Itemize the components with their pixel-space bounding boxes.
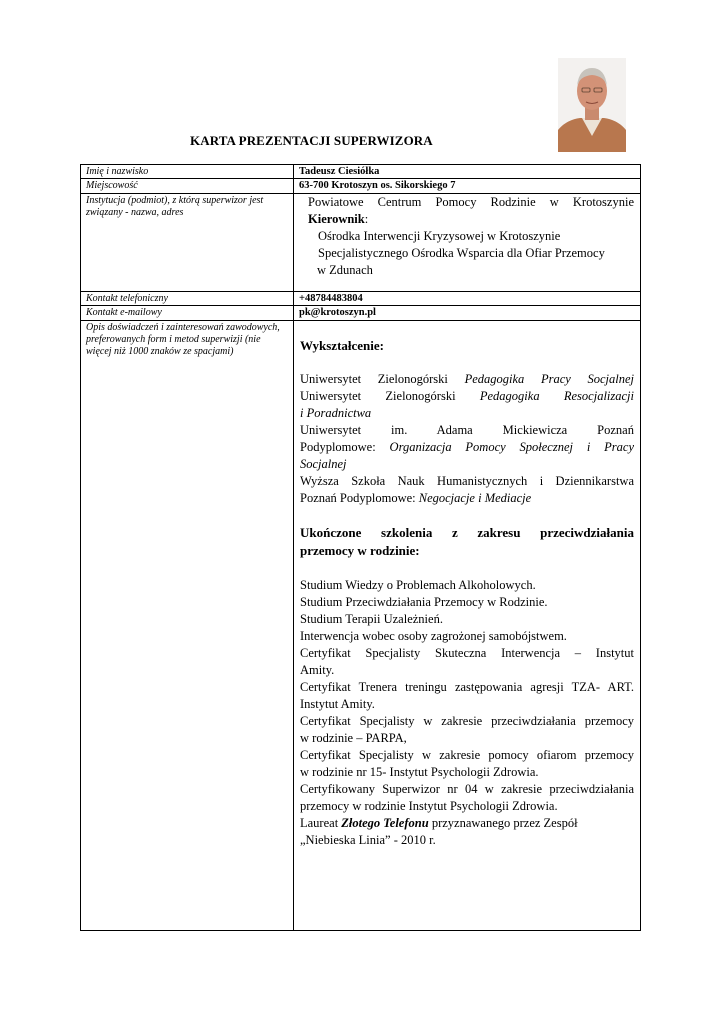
role-title: Kierownik	[308, 212, 365, 226]
description-value	[300, 337, 634, 849]
training-item: Amity.	[300, 663, 335, 677]
row-divider	[81, 178, 640, 179]
role-colon: :	[364, 212, 369, 226]
phone-label: Kontakt telefoniczny	[86, 293, 168, 304]
supervisor-card-table	[80, 164, 641, 931]
education-line: Uniwersytet im. Adama Mickiewicza Poznań	[300, 423, 634, 437]
email-value: pk@krotoszyn.pl	[299, 307, 376, 318]
study-program: Negocjacje i Mediacje	[418, 491, 532, 505]
row-divider	[81, 291, 640, 292]
institution-line: Powiatowe Centrum Pomocy Rodzinie w Krotoszynie	[308, 195, 634, 209]
education-line	[300, 388, 634, 405]
program-type: Poznań Podyplomowe:	[300, 491, 419, 505]
row-divider	[81, 320, 640, 321]
training-heading: przemocy w rodzinie:	[300, 543, 420, 558]
training-item: przemocy w rodzinie Instytut Psychologii Zdrowia.	[300, 799, 558, 813]
study-program: Socjalnej	[300, 457, 347, 471]
institution-label: Instytucja (podmiot), z którą superwizor jest związany - nazwa, adres	[86, 195, 264, 218]
award-prefix: Laureat	[300, 816, 342, 830]
city-label: Miejscowość	[86, 180, 138, 191]
study-program: i Poradnictwa	[300, 406, 372, 420]
city-value: 63-700 Krotoszyn os. Sikorskiego 7	[299, 180, 456, 191]
education-line	[300, 371, 634, 388]
university-name: Uniwersytet Zielonogórski	[300, 389, 480, 403]
training-item: „Niebieska Linia” - 2010 r.	[300, 833, 436, 847]
email-label: Kontakt e-mailowy	[86, 307, 162, 318]
education-line	[300, 439, 634, 456]
training-item: Instytut Amity.	[300, 697, 375, 711]
training-item: w rodzinie nr 15- Instytut Psychologii Zdrowia.	[300, 765, 539, 779]
training-item: Certyfikat Specjalisty w zakresie pomocy ofiarom przemocy	[300, 748, 634, 762]
training-item: Certyfikat Trenera treningu zastępowania agresji TZA- ART.	[300, 680, 634, 694]
institution-line: Ośrodka Interwencji Kryzysowej w Krotoszynie	[318, 229, 561, 243]
institution-value	[308, 194, 634, 279]
institution-line	[308, 211, 634, 228]
training-item: Studium Wiedzy o Problemach Alkoholowych.	[300, 578, 536, 592]
page-title: KARTA PREZENTACJI SUPERWIZORA	[190, 133, 433, 148]
training-item: Certyfikat Specjalisty Skuteczna Interwencja – Instytut	[300, 646, 634, 660]
institution-line: Specjalistycznego Ośrodka Wsparcia dla Ofiar Przemocy	[318, 246, 605, 260]
program-type: Podyplomowe:	[300, 440, 390, 454]
study-program: Pedagogika Resocjalizacji	[479, 389, 634, 403]
education-heading: Wykształcenie:	[300, 338, 384, 353]
education-line	[300, 490, 634, 507]
education-line	[300, 456, 634, 473]
portrait-photo	[558, 58, 626, 152]
training-heading: Ukończone szkolenia z zakresu przeciwdziałania	[300, 525, 634, 540]
name-value: Tadeusz Ciesiółka	[299, 166, 380, 177]
row-divider	[81, 305, 640, 306]
institution-line: w Zdunach	[317, 263, 373, 277]
education-line: Wyższa Szkoła Nauk Humanistycznych i Dziennikarstwa	[300, 474, 634, 488]
description-label: Opis doświadczeń i zainteresowań zawodowych, preferowanych form i metod superwizji (nie więcej niż 1000 znaków ze spacjami)	[86, 322, 280, 357]
study-program: Pedagogika Pracy Socjalnej	[464, 372, 634, 386]
phone-value: +48784483804	[299, 293, 363, 304]
training-item: Studium Terapii Uzależnień.	[300, 612, 443, 626]
training-item: Certyfikat Specjalisty w zakresie przeciwdziałania przemocy	[300, 714, 634, 728]
training-item	[300, 815, 634, 832]
training-item: Studium Przeciwdziałania Przemocy w Rodzinie.	[300, 595, 548, 609]
award-name: Złotego Telefonu	[341, 816, 429, 830]
award-suffix: przyznawanego przez Zespół	[428, 816, 578, 830]
name-label: Imię i nazwisko	[86, 166, 149, 177]
training-item: w rodzinie – PARPA,	[300, 731, 407, 745]
university-name: Uniwersytet Zielonogórski	[300, 372, 465, 386]
column-divider	[293, 165, 294, 930]
training-item: Interwencja wobec osoby zagrożonej samobójstwem.	[300, 629, 567, 643]
training-item: Certyfikowany Superwizor nr 04 w zakresie przeciwdziałania	[300, 782, 634, 796]
study-program: Organizacja Pomocy Społecznej i Pracy	[389, 440, 634, 454]
education-line	[300, 405, 634, 422]
